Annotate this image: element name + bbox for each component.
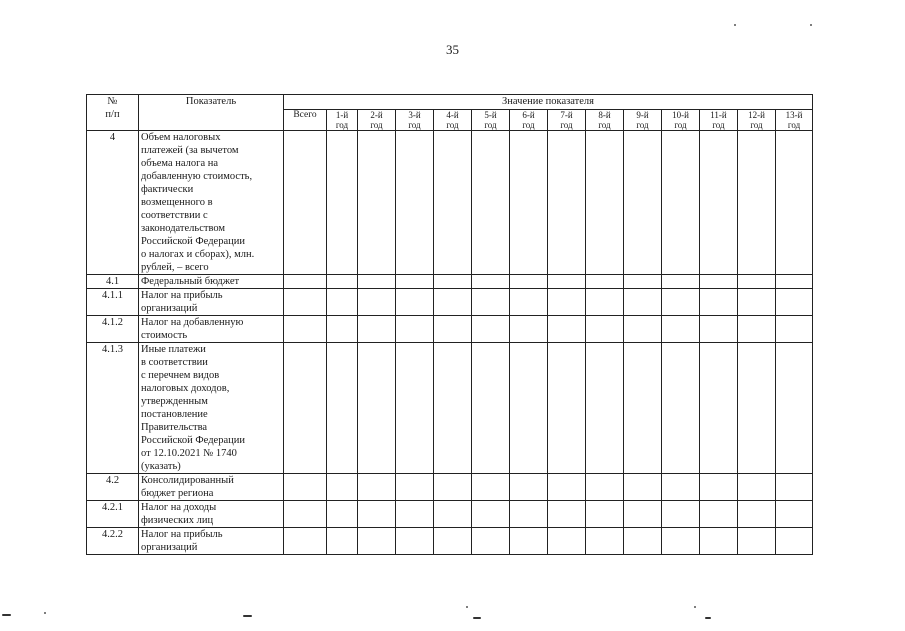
year-word: год bbox=[636, 120, 649, 130]
year-word: год bbox=[598, 120, 611, 130]
value-cell bbox=[586, 275, 624, 289]
value-cell bbox=[284, 528, 327, 555]
table-row bbox=[87, 316, 813, 343]
year-number: 8-й bbox=[598, 110, 611, 120]
value-cell bbox=[700, 343, 738, 474]
value-cell bbox=[548, 131, 586, 275]
value-cell bbox=[396, 528, 434, 555]
value-cell bbox=[586, 131, 624, 275]
value-cell bbox=[327, 316, 358, 343]
year-word: год bbox=[674, 120, 687, 130]
header-year-11 bbox=[700, 110, 738, 131]
value-cell bbox=[358, 501, 396, 528]
scan-artifact bbox=[2, 614, 11, 616]
table-row bbox=[87, 275, 813, 289]
value-cell bbox=[586, 343, 624, 474]
value-cell bbox=[776, 528, 813, 555]
row-number: 4.1.1 bbox=[87, 289, 139, 316]
value-cell bbox=[284, 501, 327, 528]
value-cell bbox=[358, 289, 396, 316]
value-cell bbox=[700, 474, 738, 501]
value-cell bbox=[738, 501, 776, 528]
value-cell bbox=[776, 316, 813, 343]
value-cell bbox=[624, 316, 662, 343]
value-cell bbox=[624, 501, 662, 528]
value-cell bbox=[548, 474, 586, 501]
header-indicator: Показатель bbox=[139, 95, 284, 131]
value-cell bbox=[586, 289, 624, 316]
value-cell bbox=[738, 316, 776, 343]
value-cell bbox=[510, 528, 548, 555]
table-row bbox=[87, 343, 813, 474]
value-cell bbox=[586, 474, 624, 501]
header-year-13 bbox=[776, 110, 813, 131]
year-number: 5-й bbox=[484, 110, 497, 120]
value-cell bbox=[396, 316, 434, 343]
year-number: 11-й bbox=[710, 110, 727, 120]
value-cell bbox=[738, 289, 776, 316]
value-cell bbox=[358, 275, 396, 289]
value-cell bbox=[510, 131, 548, 275]
value-cell bbox=[396, 289, 434, 316]
value-cell bbox=[284, 289, 327, 316]
scan-artifact bbox=[243, 615, 252, 617]
value-cell bbox=[434, 501, 472, 528]
value-cell bbox=[586, 528, 624, 555]
value-cell bbox=[776, 131, 813, 275]
table-row bbox=[87, 474, 813, 501]
year-number: 2-й bbox=[370, 110, 383, 120]
value-cell bbox=[510, 275, 548, 289]
row-indicator: Консолидированный бюджет региона bbox=[139, 474, 284, 501]
value-cell bbox=[396, 343, 434, 474]
value-cell bbox=[396, 275, 434, 289]
value-cell bbox=[738, 528, 776, 555]
scan-artifact bbox=[44, 612, 46, 614]
scan-artifact bbox=[466, 606, 468, 608]
value-cell bbox=[624, 131, 662, 275]
header-year-8 bbox=[586, 110, 624, 131]
value-cell bbox=[472, 343, 510, 474]
value-cell bbox=[624, 474, 662, 501]
value-cell bbox=[396, 474, 434, 501]
year-word: год bbox=[712, 120, 725, 130]
year-number: 6-й bbox=[522, 110, 535, 120]
value-cell bbox=[284, 343, 327, 474]
year-number: 12-й bbox=[748, 110, 765, 120]
year-word: год bbox=[522, 120, 535, 130]
value-cell bbox=[662, 528, 700, 555]
row-indicator: Иные платежи в соответствии с перечнем видов налоговых доходов, утвержденным постановление Правительства Российской Федерации от 12.10.2021 № 1740 (указать) bbox=[139, 343, 284, 474]
value-cell bbox=[327, 131, 358, 275]
header-year-10 bbox=[662, 110, 700, 131]
value-cell bbox=[510, 316, 548, 343]
value-cell bbox=[327, 275, 358, 289]
value-cell bbox=[776, 474, 813, 501]
year-number: 10-й bbox=[672, 110, 689, 120]
value-cell bbox=[662, 289, 700, 316]
value-cell bbox=[548, 528, 586, 555]
year-number: 1-й bbox=[335, 110, 349, 120]
value-cell bbox=[472, 528, 510, 555]
scan-artifact bbox=[705, 617, 711, 619]
value-cell bbox=[738, 343, 776, 474]
row-indicator: Объем налоговых платежей (за вычетом объема налога на добавленную стоимость, фактически возмещенного в соответствии с законодательством Российской Федерации о налогах и сборах), млн. рублей, – всего bbox=[139, 131, 284, 275]
value-cell bbox=[586, 316, 624, 343]
year-word: год bbox=[408, 120, 421, 130]
value-cell bbox=[700, 131, 738, 275]
value-cell bbox=[586, 501, 624, 528]
value-cell bbox=[700, 275, 738, 289]
row-number: 4.1.3 bbox=[87, 343, 139, 474]
header-year-2 bbox=[358, 110, 396, 131]
value-cell bbox=[472, 275, 510, 289]
year-number: 9-й bbox=[636, 110, 649, 120]
value-cell bbox=[700, 316, 738, 343]
year-number: 13-й bbox=[785, 110, 803, 120]
value-cell bbox=[327, 343, 358, 474]
value-cell bbox=[776, 275, 813, 289]
value-cell bbox=[396, 501, 434, 528]
value-cell bbox=[472, 474, 510, 501]
value-cell bbox=[327, 501, 358, 528]
value-cell bbox=[510, 501, 548, 528]
value-cell bbox=[434, 528, 472, 555]
value-cell bbox=[284, 131, 327, 275]
value-cell bbox=[662, 131, 700, 275]
value-cell bbox=[510, 289, 548, 316]
year-word: год bbox=[787, 120, 801, 130]
value-cell bbox=[662, 316, 700, 343]
year-word: год bbox=[335, 120, 349, 130]
value-cell bbox=[776, 343, 813, 474]
year-word: год bbox=[370, 120, 383, 130]
row-indicator: Налог на прибыль организаций bbox=[139, 289, 284, 316]
table-row bbox=[87, 131, 813, 275]
year-word: год bbox=[484, 120, 497, 130]
year-word: год bbox=[750, 120, 763, 130]
year-number: 4-й bbox=[446, 110, 459, 120]
value-cell bbox=[662, 343, 700, 474]
row-number: 4 bbox=[87, 131, 139, 275]
value-cell bbox=[358, 343, 396, 474]
value-cell bbox=[396, 131, 434, 275]
value-cell bbox=[472, 316, 510, 343]
header-total: Всего bbox=[284, 110, 327, 131]
header-year-9 bbox=[624, 110, 662, 131]
row-number: 4.1.2 bbox=[87, 316, 139, 343]
value-cell bbox=[776, 501, 813, 528]
value-cell bbox=[548, 316, 586, 343]
value-cell bbox=[327, 289, 358, 316]
scan-artifact bbox=[810, 24, 812, 26]
value-cell bbox=[434, 131, 472, 275]
table-row bbox=[87, 501, 813, 528]
value-cell bbox=[434, 343, 472, 474]
value-cell bbox=[624, 275, 662, 289]
value-cell bbox=[510, 343, 548, 474]
header-value: Значение показателя bbox=[284, 95, 813, 110]
year-word: год bbox=[446, 120, 459, 130]
table-body bbox=[87, 131, 813, 555]
scan-artifact bbox=[694, 606, 696, 608]
value-cell bbox=[472, 289, 510, 316]
value-cell bbox=[358, 528, 396, 555]
row-indicator: Федеральный бюджет bbox=[139, 275, 284, 289]
row-indicator: Налог на прибыль организаций bbox=[139, 528, 284, 555]
value-cell bbox=[327, 474, 358, 501]
header-year-3 bbox=[396, 110, 434, 131]
year-word: год bbox=[560, 120, 573, 130]
value-cell bbox=[700, 528, 738, 555]
value-cell bbox=[700, 289, 738, 316]
value-cell bbox=[284, 474, 327, 501]
value-cell bbox=[738, 474, 776, 501]
value-cell bbox=[548, 501, 586, 528]
header-year-7 bbox=[548, 110, 586, 131]
year-number: 3-й bbox=[408, 110, 421, 120]
value-cell bbox=[284, 275, 327, 289]
value-cell bbox=[358, 131, 396, 275]
row-number: 4.1 bbox=[87, 275, 139, 289]
scan-artifact bbox=[473, 617, 481, 619]
value-cell bbox=[358, 474, 396, 501]
value-cell bbox=[327, 528, 358, 555]
table-row bbox=[87, 289, 813, 316]
indicator-table bbox=[86, 94, 813, 555]
value-cell bbox=[548, 275, 586, 289]
year-number: 7-й bbox=[560, 110, 573, 120]
value-cell bbox=[358, 316, 396, 343]
value-cell bbox=[472, 501, 510, 528]
header-year-4 bbox=[434, 110, 472, 131]
header-number: № п/п bbox=[87, 95, 139, 131]
value-cell bbox=[662, 501, 700, 528]
header-year-1 bbox=[327, 110, 358, 131]
header-year-5 bbox=[472, 110, 510, 131]
value-cell bbox=[624, 528, 662, 555]
value-cell bbox=[434, 474, 472, 501]
header-year-6 bbox=[510, 110, 548, 131]
row-number: 4.2.1 bbox=[87, 501, 139, 528]
row-number: 4.2 bbox=[87, 474, 139, 501]
value-cell bbox=[624, 343, 662, 474]
value-cell bbox=[434, 316, 472, 343]
header-year-12 bbox=[738, 110, 776, 131]
value-cell bbox=[548, 343, 586, 474]
scan-artifact bbox=[734, 24, 736, 26]
value-cell bbox=[776, 289, 813, 316]
row-indicator: Налог на добавленную стоимость bbox=[139, 316, 284, 343]
table-row bbox=[87, 528, 813, 555]
value-cell bbox=[662, 474, 700, 501]
value-cell bbox=[434, 275, 472, 289]
row-number: 4.2.2 bbox=[87, 528, 139, 555]
value-cell bbox=[738, 275, 776, 289]
value-cell bbox=[738, 131, 776, 275]
page-number: 35 bbox=[446, 42, 459, 57]
value-cell bbox=[624, 289, 662, 316]
row-indicator: Налог на доходы физических лиц bbox=[139, 501, 284, 528]
value-cell bbox=[662, 275, 700, 289]
value-cell bbox=[284, 316, 327, 343]
value-cell bbox=[434, 289, 472, 316]
value-cell bbox=[548, 289, 586, 316]
value-cell bbox=[510, 474, 548, 501]
value-cell bbox=[700, 501, 738, 528]
value-cell bbox=[472, 131, 510, 275]
